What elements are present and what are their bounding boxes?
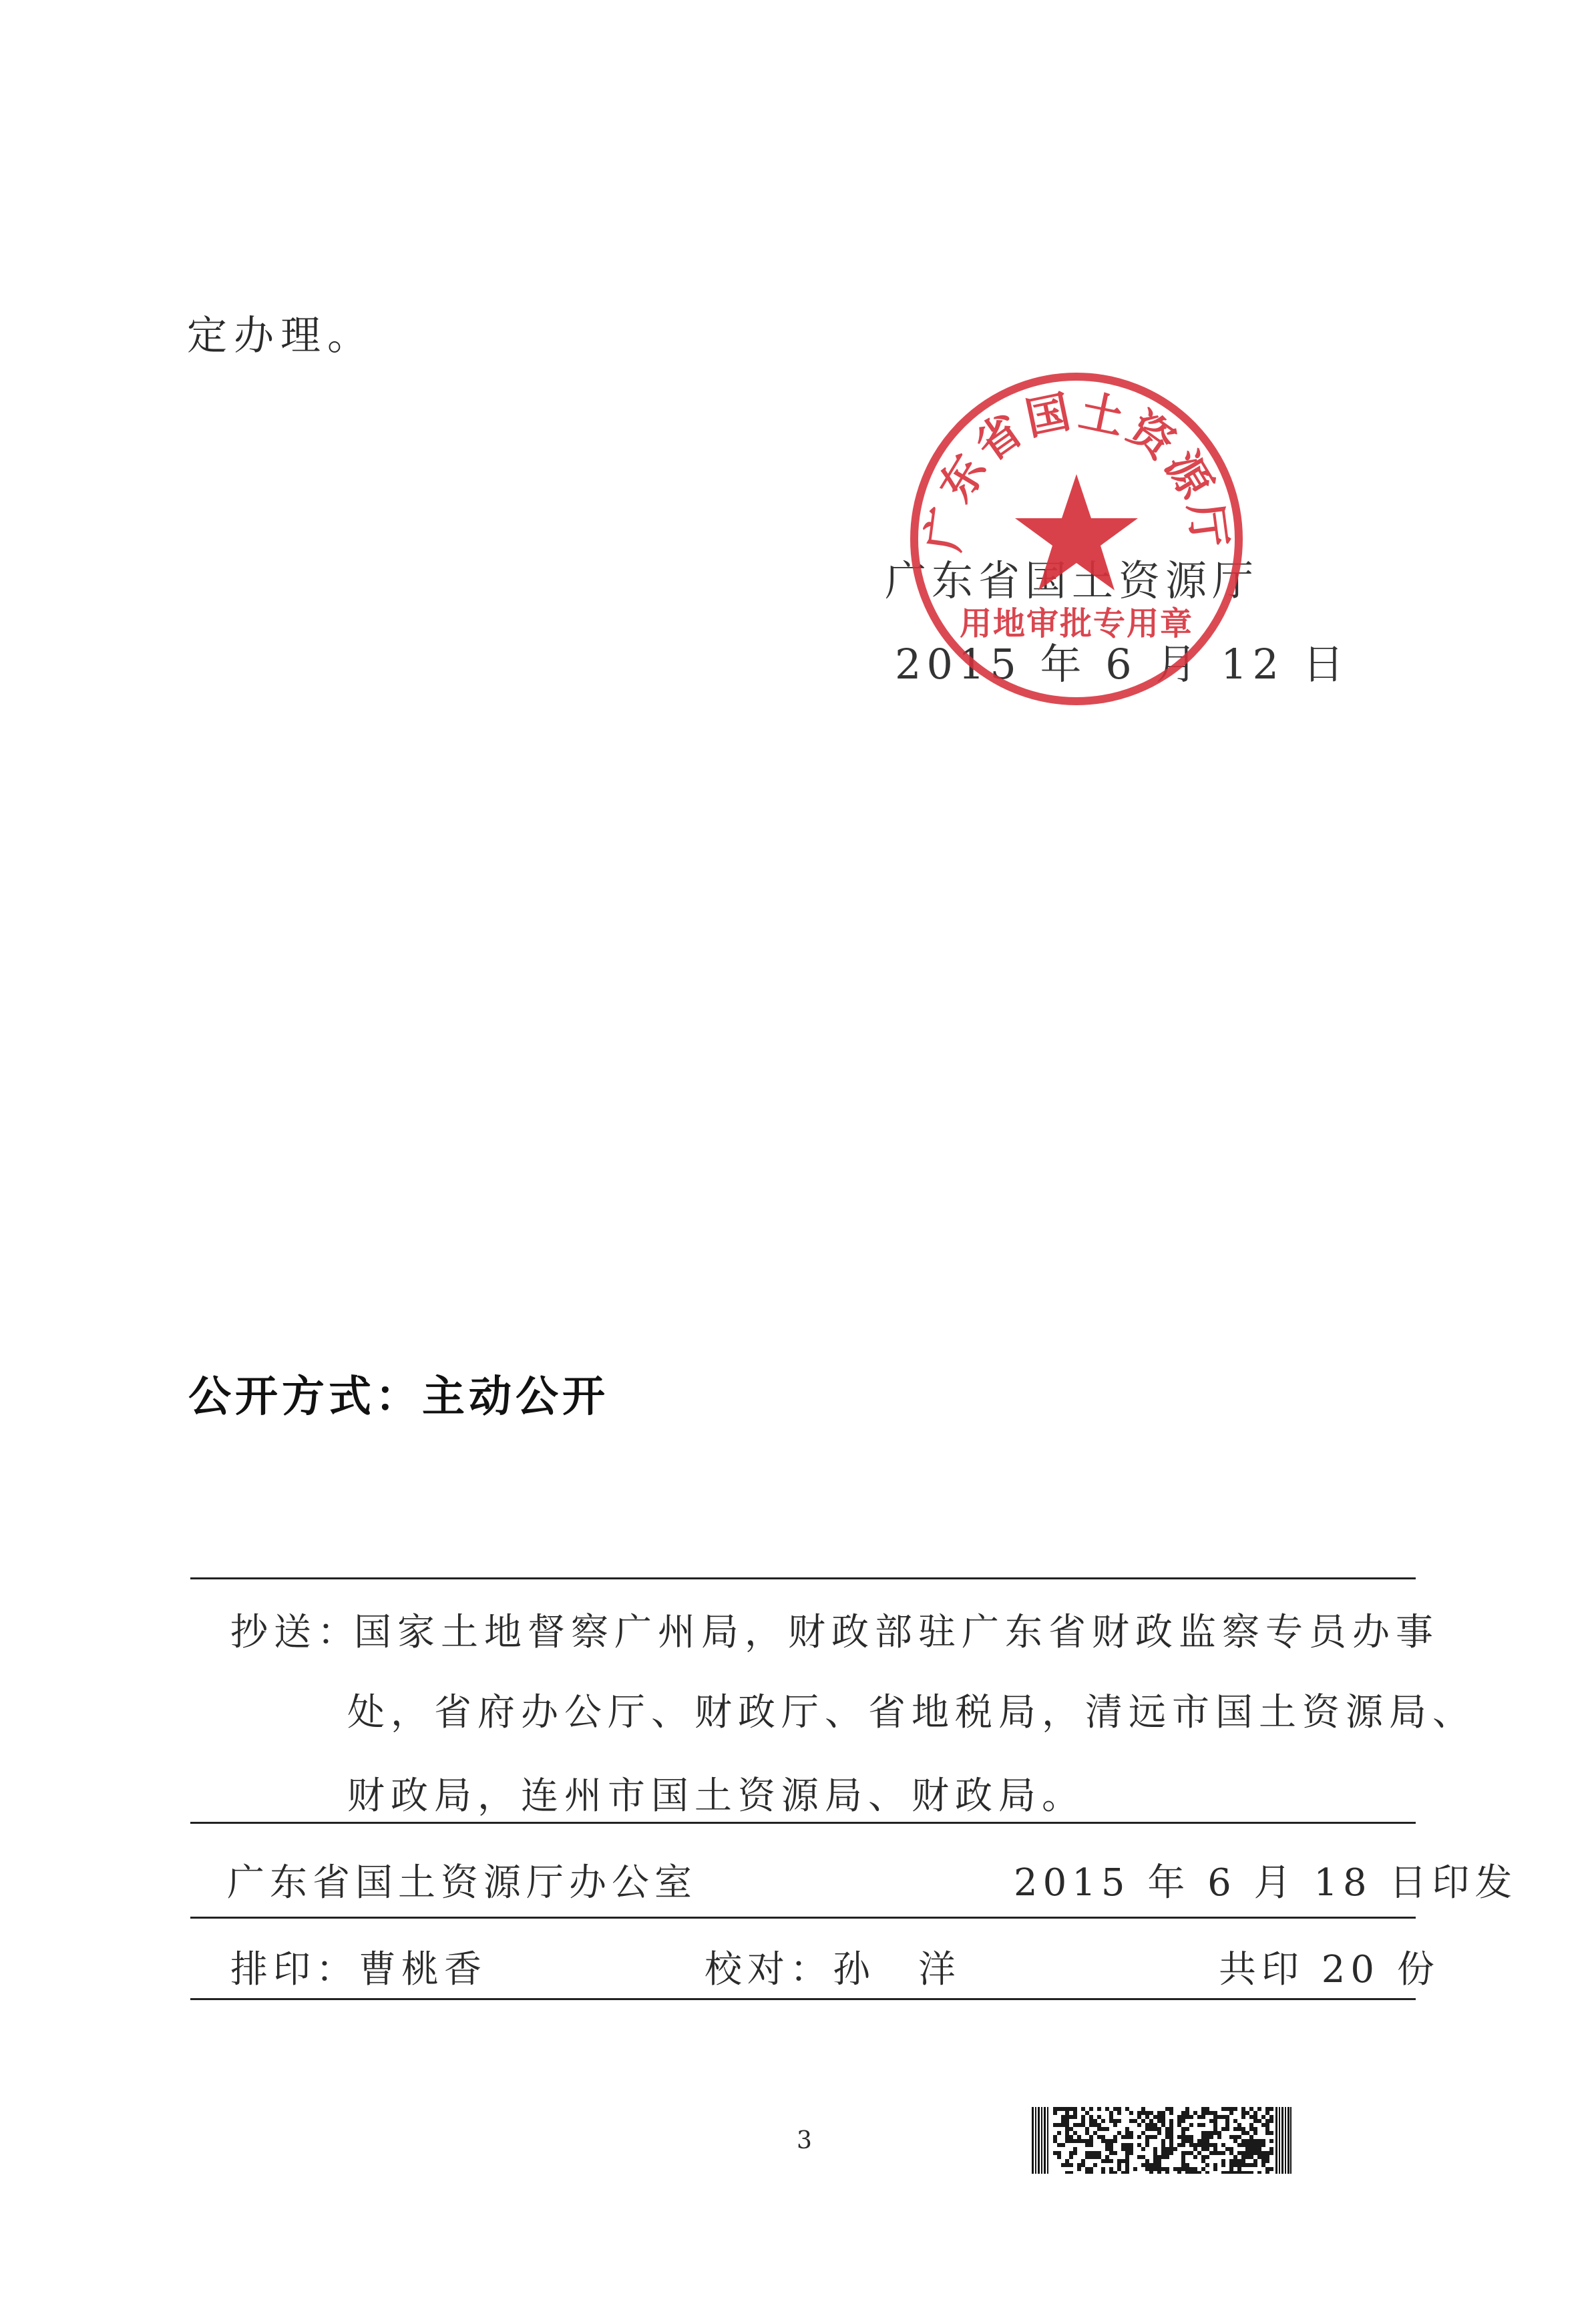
seal-inner-text: 用地审批专用章: [959, 605, 1194, 642]
signature-organization: 广东省国土资源厅: [885, 556, 1259, 605]
copies-printed: 共印 20 份: [1219, 1948, 1440, 1991]
issuing-office: 广东省国土资源厅办公室: [227, 1861, 697, 1905]
disclosure-method: 公开方式：主动公开: [188, 1372, 609, 1422]
cc-label: 抄送：: [230, 1611, 361, 1654]
divider-middle: [190, 1822, 1416, 1824]
seal-outer-text: 广东省国土资源厅: [917, 385, 1237, 555]
divider-lower: [190, 1917, 1416, 1919]
body-text-tail: 定办理。: [187, 313, 374, 359]
cc-line-2: 处，省府办公厅、财政厅、省地税局，清远市国土资源局、: [347, 1691, 1476, 1734]
divider-top: [190, 1577, 1416, 1579]
page-number: 3: [797, 2127, 812, 2154]
cc-line-3: 财政局，连州市国土资源局、财政局。: [347, 1774, 1085, 1818]
cc-line-1: 国家土地督察广州局，财政部驻广东省财政监察专员办事: [354, 1611, 1439, 1654]
issue-date: 2015 年 6 月 18 日印发: [1014, 1861, 1518, 1905]
seal-star-icon: [1015, 474, 1138, 590]
barcode-icon: [1032, 2107, 1292, 2174]
official-seal: [905, 367, 1249, 711]
divider-bottom: [190, 1998, 1416, 2000]
proofreader: 校对：孙 洋: [705, 1948, 961, 1991]
typesetter: 排印：曹桃香: [230, 1948, 487, 1991]
signature-date: 2015 年 6 月 12 日: [895, 640, 1350, 689]
